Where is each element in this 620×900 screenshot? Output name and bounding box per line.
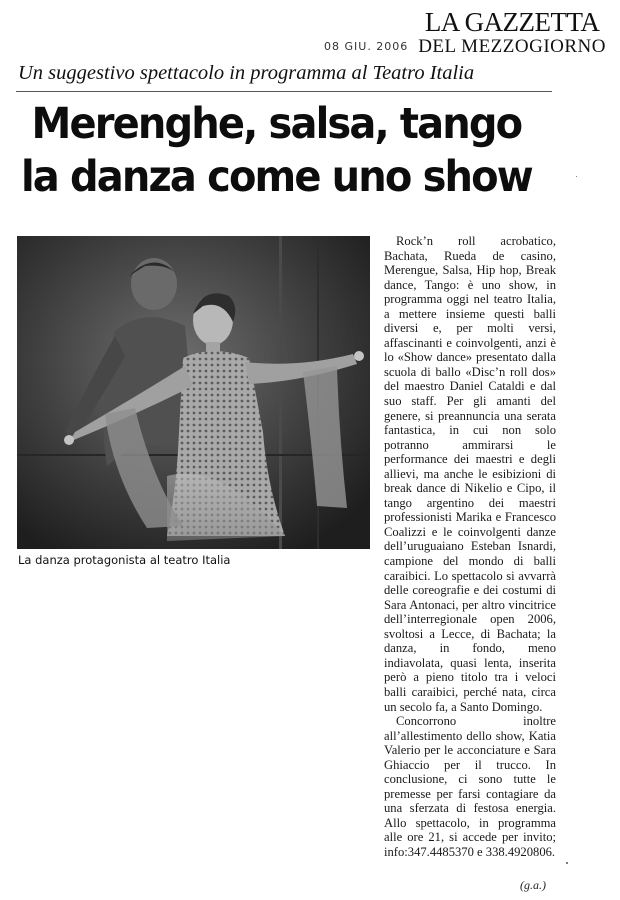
photo-caption: La danza protagonista al teatro Italia — [18, 553, 231, 567]
article-paragraph-2: Concorrono inoltre all’allestimento dello show, Katia Valerio per le acconciature e Sara Ghiaccio per il trucco. In conclusione, ci sono tutte le premesse per farsi contagiare da una sferzata di festosa energia. Allo spettacolo, in programma alle ore 21, si accede per invito; info:347.4485370 e 338.4920806. — [384, 714, 556, 859]
headline-line1: Merenghe, salsa, tango — [31, 99, 522, 149]
article-paragraph-1: Rock’n roll acrobatico, Bachata, Rueda de casino, Merengue, Salsa, Hip hop, Break dance, Tango: è uno show, in programma oggi nel teatro Italia, a mettere insieme questi balli diversi e, per molti versi, affascinanti e coinvolgenti, anzi è lo «Show dance» presentato dalla scuola di ballo «Disc’n roll dos» del maestro Daniel Cataldi e dal suo staff. Per gli amanti del genere, si preannuncia una serata fantastica, in cui non solo potranno ammirarsi le performance dei maestri e degli allievi, ma anche le esibizioni di break dance di Nikelio e Cipo, il tango argentino dei maestri professionisti Marika e Francesco Coalizzi e le coinvolgenti danze dell’uruguaiano Esteban Isnardi, campione del mondo di balli caraibici. Lo spettacolo si avvarrà delle coreografie e dei costumi di Sara Antonaci, per altro vincitrice dell’interregionale open 2006, svoltosi a Lecce, di Bachata; la danza, in fondo, meno indiavolata, quasi lenta, inserita però a pieno titolo tra i veloci balli caraibici, perché nata, circa un secolo fa, a Santo Domingo. — [384, 234, 556, 714]
print-speck — [576, 176, 577, 177]
headline-line2: la danza come uno show — [20, 152, 532, 202]
author-signature: (g.a.) — [520, 878, 546, 892]
date-stamp: 08 GIU. 2006 — [324, 40, 409, 53]
masthead-line2: DEL MEZZOGIORNO — [418, 36, 606, 57]
masthead — [418, 8, 606, 58]
headline — [16, 98, 537, 204]
kicker-rule — [16, 91, 552, 92]
dance-photo — [17, 236, 370, 549]
article-body — [384, 234, 556, 860]
print-speck — [566, 862, 568, 864]
kicker: Un suggestivo spettacolo in programma al Teatro Italia — [18, 62, 475, 84]
dance-photo-illustration — [17, 236, 370, 549]
masthead-line1: LA GAZZETTA — [424, 7, 600, 37]
